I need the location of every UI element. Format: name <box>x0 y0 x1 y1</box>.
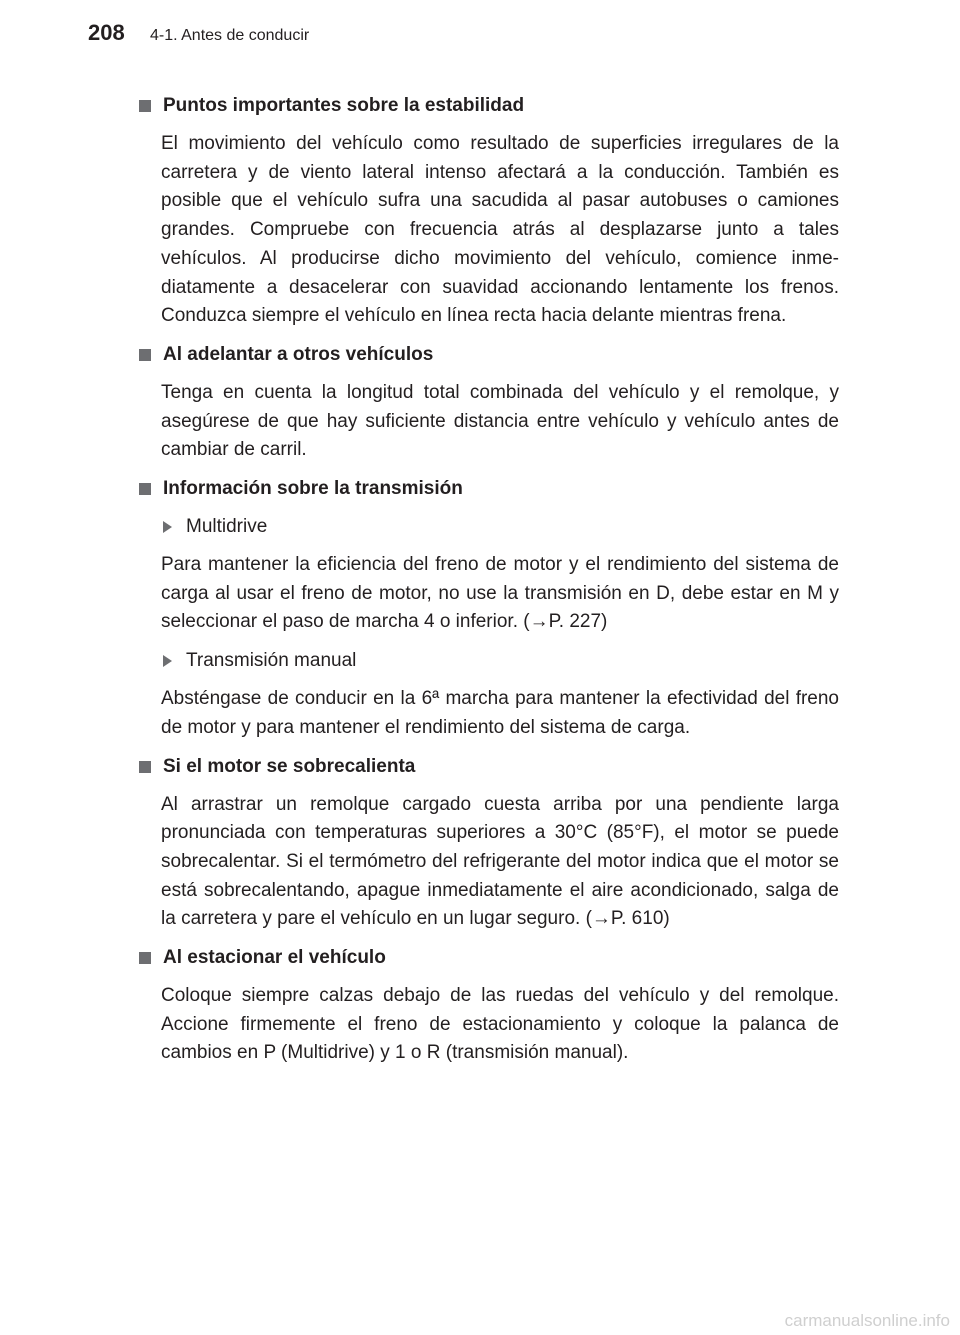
page-number: 208 <box>88 20 125 45</box>
section-paragraph: Absténgase de conducir en la 6ª marcha para mantener la efectividad del freno de motor y para mantener el rendimiento del sistema de carga. <box>161 688 839 738</box>
square-bullet-icon <box>139 100 151 112</box>
subheading-text: Transmisión manual <box>186 650 357 672</box>
section-overheating <box>133 753 839 935</box>
page-content <box>133 92 839 1078</box>
square-bullet-icon <box>139 483 151 495</box>
section-transmission <box>133 475 839 743</box>
section-heading <box>133 753 839 781</box>
section-parking <box>133 944 839 1068</box>
section-paragraph: Coloque siempre calzas debajo de las ruedas del vehículo y del remolque. Accione firmemente el freno de estacionamiento y coloque la palanca de cambios en P (Multidrive) y 1 o R (transmisión manual). <box>161 985 839 1064</box>
triangle-bullet-icon <box>163 521 172 533</box>
triangle-bullet-icon <box>163 655 172 667</box>
square-bullet-icon <box>139 952 151 964</box>
section-heading-text: Al estacionar el vehículo <box>163 947 386 969</box>
square-bullet-icon <box>139 761 151 773</box>
section-overtaking <box>133 341 839 465</box>
section-paragraph: El movimiento del vehículo como resultado de superficies irregulares de la carretera y de viento lateral intenso afectará a la conducción. También es posible que el vehículo sufra una sacudida al pasar autobuses o camiones grandes. Compruebe con frecuencia atrás al desplazarse junto a tales vehículos. Al producirse dicho movimiento del vehículo, comience inmediatamente a desacelerar con suavidad accionando lentamente los frenos. Conduzca siempre el vehículo en línea recta hacia delante mientras frena. <box>161 133 839 327</box>
section-stability <box>133 92 839 331</box>
section-heading-text: Información sobre la transmisión <box>163 478 463 500</box>
square-bullet-icon <box>139 349 151 361</box>
section-heading <box>133 475 839 503</box>
subheading-multidrive <box>161 513 839 541</box>
section-heading <box>133 944 839 972</box>
section-paragraph: Tenga en cuenta la longitud total combinada del vehículo y el remolque, y asegúrese de que hay suficiente distancia entre vehículo y vehículo antes de cambiar de carril. <box>161 381 839 461</box>
section-heading-text: Al adelantar a otros vehículos <box>163 343 434 365</box>
section-paragraph: Para mantener la eficiencia del freno de motor y el rendimiento del sistema de carga al usar el freno de motor, no use la transmisión en D, debe estar en M y seleccionar el paso de marcha 4 o inferior. (→P. 227) <box>161 554 839 633</box>
section-heading-text: Puntos importantes sobre la estabilidad <box>163 95 525 116</box>
subheading-text: Multidrive <box>186 516 268 538</box>
subheading-manual <box>161 647 839 675</box>
watermark: carmanualsonline.info <box>784 1311 950 1330</box>
running-head: 4-1. Antes de conducir <box>150 27 310 44</box>
section-paragraph: Al arrastrar un remolque cargado cuesta arriba por una pendiente larga pronunciada con temperaturas superiores a 30°C (85°F), el motor se puede sobrecalentar. Si el termómetro del refrigerante del motor indica que el motor se está sobrecalentando, apague inmediatamente el aire acondicionado, salga de la carretera y pare el vehículo en un lugar seguro. (→P. 610) <box>161 793 839 930</box>
section-heading-text: Si el motor se sobrecalienta <box>163 755 416 777</box>
section-heading <box>133 92 839 120</box>
section-heading <box>133 341 839 369</box>
